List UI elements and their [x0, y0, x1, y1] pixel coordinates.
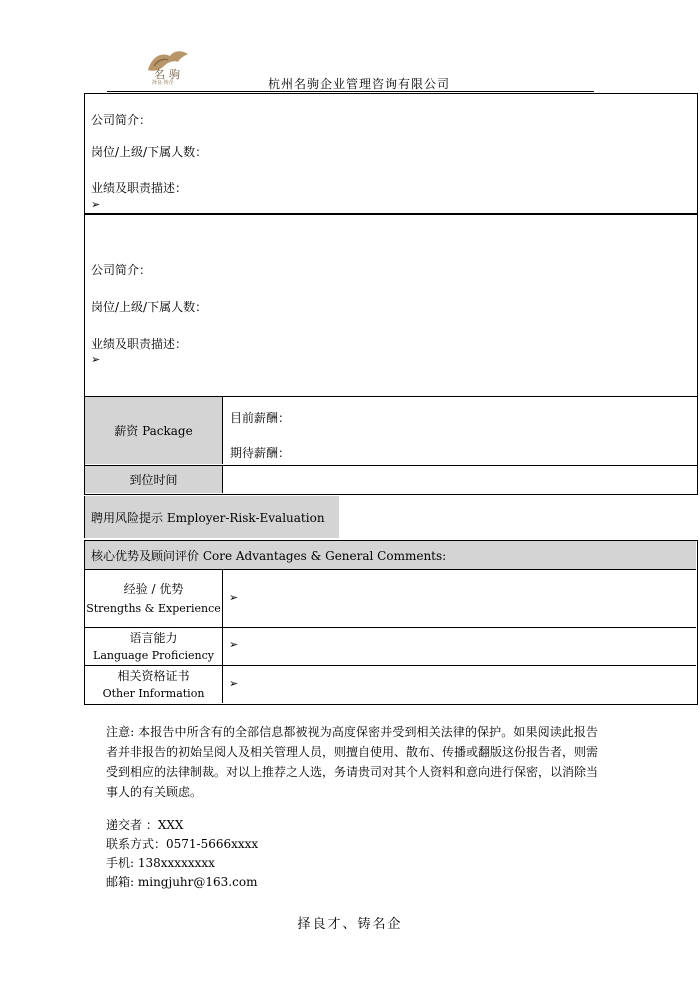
other-info-label-cell [85, 666, 222, 703]
other-info-label-en: Other Information [102, 686, 205, 700]
risk-section [84, 496, 339, 538]
performance-label: 业绩及职责描述： [91, 181, 188, 195]
bullet-arrow-icon: ➢ [91, 353, 101, 366]
arrival-section [84, 465, 698, 495]
performance-label: 业绩及职责描述： [91, 337, 188, 351]
contact-email: 邮箱: mingjuhr@163.com [106, 875, 258, 889]
strengths-label-cell [85, 570, 222, 627]
language-label-cn: 语言能力 [129, 630, 178, 645]
company-intro-label: 公司简介： [91, 113, 152, 127]
logo-text: 名驹 [154, 68, 184, 81]
bullet-arrow-icon: ➢ [229, 591, 239, 604]
header-divider [107, 91, 594, 92]
page-header [0, 0, 700, 95]
position-label: 岗位/上级/下属人数： [91, 300, 208, 314]
risk-label: 聘用风险提示 Employer-Risk-Evaluation [91, 510, 325, 525]
position-label: 岗位/上级/下属人数： [91, 145, 208, 159]
bullet-arrow-icon: ➢ [229, 638, 239, 651]
salary-label-cell [85, 397, 222, 464]
company-logo [140, 46, 196, 88]
contact-phone: 联系方式：0571-5666xxxx [106, 837, 259, 851]
footer-slogan: 择良才、铸名企 [297, 917, 403, 932]
strengths-label-cn: 经验 / 优势 [123, 581, 184, 596]
other-info-label-cn: 相关资格证书 [117, 668, 190, 683]
submitter: 递交者 ：XXX [106, 818, 184, 832]
current-salary-label: 目前薪酬： [230, 411, 291, 425]
expected-salary-label: 期待薪酬： [230, 446, 291, 460]
language-label-cell [85, 628, 222, 665]
contact-mobile: 手机: 138xxxxxxxx [106, 856, 215, 870]
experience-block-1 [84, 93, 698, 215]
salary-section [84, 396, 698, 466]
core-column-divider [222, 570, 223, 703]
strengths-label-en: Strengths & Experience [86, 601, 221, 615]
arrival-label-cell [85, 466, 222, 493]
company-intro-label: 公司简介： [91, 263, 152, 277]
experience-block-2 [84, 213, 698, 397]
logo-subtext: 择良·铸企 [152, 80, 174, 86]
bullet-arrow-icon: ➢ [229, 677, 239, 690]
core-title-cell [85, 541, 696, 569]
core-title: 核心优势及顾问评价 Core Advantages & General Comments: [91, 548, 447, 563]
bullet-arrow-icon: ➢ [91, 198, 101, 211]
arrival-label: 到位时间 [129, 473, 178, 487]
salary-label: 薪资 Package [114, 424, 193, 438]
arrival-divider [222, 466, 223, 493]
company-name: 杭州名驹企业管理咨询有限公司 [268, 77, 451, 91]
language-label-en: Language Proficiency [93, 648, 214, 662]
confidentiality-note: 注意: 本报告中所含有的全部信息都被视为高度保密并受到相关法律的保护。如果阅读此报告者并非报告的初始呈阅人及相关管理人员，则擅自使用、散布、传播或翻版这份报告者，则需受到相应的法律制裁。对以上推荐之人选，务请贵司对其个人资料和意向进行保密，以消除当事人的有关顾虑。 [106, 725, 599, 799]
core-advantages-section [84, 540, 698, 705]
salary-divider [222, 397, 223, 464]
